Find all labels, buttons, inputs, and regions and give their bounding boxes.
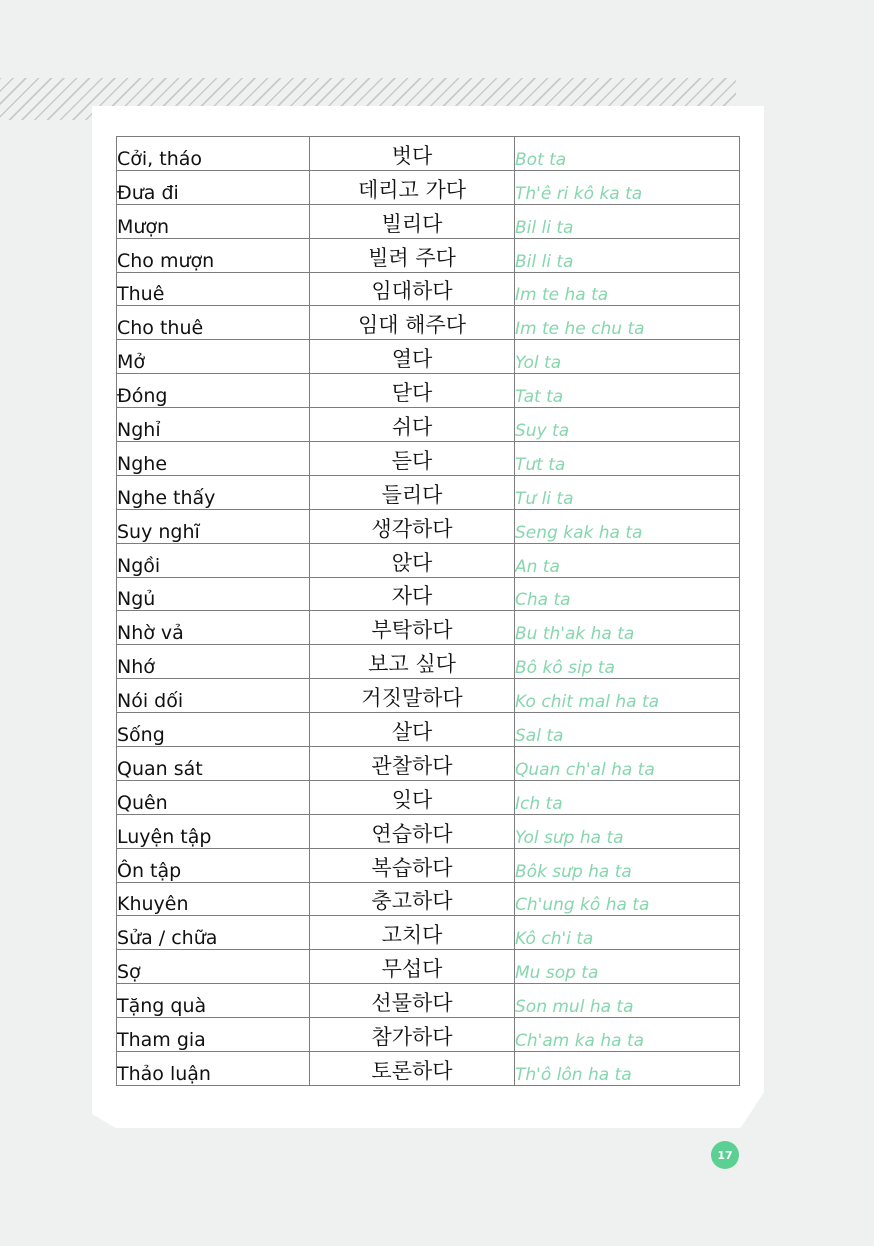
romanization: Cha ta [515,577,740,611]
romanization: Bôk sưp ha ta [515,848,740,882]
vietnamese-word: Sợ [117,950,310,984]
table-row [117,408,740,442]
romanization: Th'ô lôn ha ta [515,1052,740,1086]
table-row [117,170,740,204]
romanization: Bil li ta [515,204,740,238]
vietnamese-word: Quan sát [117,747,310,781]
romanization: Bil li ta [515,238,740,272]
korean-word: 부탁하다 [310,611,515,645]
romanization: Quan ch'al ha ta [515,747,740,781]
table-row [117,780,740,814]
romanization: Im te he chu ta [515,306,740,340]
vietnamese-word: Luyện tập [117,814,310,848]
romanization: Th'ê ri kô ka ta [515,170,740,204]
table-row [117,340,740,374]
korean-word: 빌려 주다 [310,238,515,272]
romanization: Ch'am ka ha ta [515,1018,740,1052]
romanization: Sal ta [515,713,740,747]
korean-word: 데리고 가다 [310,170,515,204]
korean-word: 고치다 [310,916,515,950]
romanization: Bu th'ak ha ta [515,611,740,645]
romanization: Yol sưp ha ta [515,814,740,848]
korean-word: 복습하다 [310,848,515,882]
vietnamese-word: Nhớ [117,645,310,679]
romanization: Yol ta [515,340,740,374]
vietnamese-word: Nói dối [117,679,310,713]
romanization: Ko chit mal ha ta [515,679,740,713]
vietnamese-word: Khuyên [117,882,310,916]
vietnamese-word: Nghe thấy [117,475,310,509]
table-row [117,475,740,509]
korean-word: 들리다 [310,475,515,509]
vietnamese-word: Nhờ vả [117,611,310,645]
vietnamese-word: Ôn tập [117,848,310,882]
vietnamese-word: Cho thuê [117,306,310,340]
vietnamese-word: Tham gia [117,1018,310,1052]
vietnamese-word: Thảo luận [117,1052,310,1086]
table-row [117,950,740,984]
vietnamese-word: Suy nghĩ [117,509,310,543]
vietnamese-word: Đưa đi [117,170,310,204]
table-row [117,679,740,713]
page-number-badge: 17 [711,1141,739,1169]
vietnamese-word: Mượn [117,204,310,238]
table-row [117,882,740,916]
romanization: Im te ha ta [515,272,740,306]
romanization: An ta [515,543,740,577]
table-row [117,1052,740,1086]
romanization: Ch'ung kô ha ta [515,882,740,916]
table-row [117,611,740,645]
korean-word: 임대하다 [310,272,515,306]
korean-word: 관찰하다 [310,747,515,781]
vietnamese-word: Mở [117,340,310,374]
table-row [117,272,740,306]
korean-word: 토론하다 [310,1052,515,1086]
korean-word: 생각하다 [310,509,515,543]
romanization: Mu sop ta [515,950,740,984]
korean-word: 참가하다 [310,1018,515,1052]
table-row [117,442,740,476]
table-row [117,984,740,1018]
table-row [117,1018,740,1052]
table-row [117,814,740,848]
korean-word: 빌리다 [310,204,515,238]
vietnamese-word: Quên [117,780,310,814]
romanization: Tat ta [515,374,740,408]
table-row [117,848,740,882]
korean-word: 거짓말하다 [310,679,515,713]
vietnamese-word: Nghe [117,442,310,476]
romanization: Tư li ta [515,475,740,509]
vietnamese-word: Cho mượn [117,238,310,272]
korean-word: 보고 싶다 [310,645,515,679]
vietnamese-word: Thuê [117,272,310,306]
vietnamese-word: Cởi, tháo [117,137,310,171]
table-row [117,713,740,747]
korean-word: 살다 [310,713,515,747]
romanization: Kô ch'i ta [515,916,740,950]
table-row [117,238,740,272]
vietnamese-word: Sống [117,713,310,747]
table-row [117,577,740,611]
romanization: Ich ta [515,780,740,814]
vocabulary-table [116,136,740,1086]
vietnamese-word: Ngồi [117,543,310,577]
romanization: Son mul ha ta [515,984,740,1018]
korean-word: 벗다 [310,137,515,171]
table-row [117,645,740,679]
vietnamese-word: Đóng [117,374,310,408]
korean-word: 쉬다 [310,408,515,442]
table-row [117,204,740,238]
vietnamese-word: Ngủ [117,577,310,611]
vietnamese-word: Sửa / chữa [117,916,310,950]
table-row [117,509,740,543]
korean-word: 닫다 [310,374,515,408]
table-row [117,137,740,171]
vocabulary-table-body [117,137,740,1086]
table-row [117,374,740,408]
korean-word: 자다 [310,577,515,611]
korean-word: 앉다 [310,543,515,577]
vietnamese-word: Tặng quà [117,984,310,1018]
korean-word: 열다 [310,340,515,374]
table-row [117,306,740,340]
vietnamese-word: Nghỉ [117,408,310,442]
romanization: Bot ta [515,137,740,171]
romanization: Bô kô sip ta [515,645,740,679]
romanization: Seng kak ha ta [515,509,740,543]
table-row [117,543,740,577]
table-row [117,916,740,950]
korean-word: 연습하다 [310,814,515,848]
romanization: Tưt ta [515,442,740,476]
korean-word: 선물하다 [310,984,515,1018]
korean-word: 듣다 [310,442,515,476]
table-row [117,747,740,781]
korean-word: 잊다 [310,780,515,814]
romanization: Suy ta [515,408,740,442]
korean-word: 무섭다 [310,950,515,984]
korean-word: 임대 해주다 [310,306,515,340]
korean-word: 충고하다 [310,882,515,916]
